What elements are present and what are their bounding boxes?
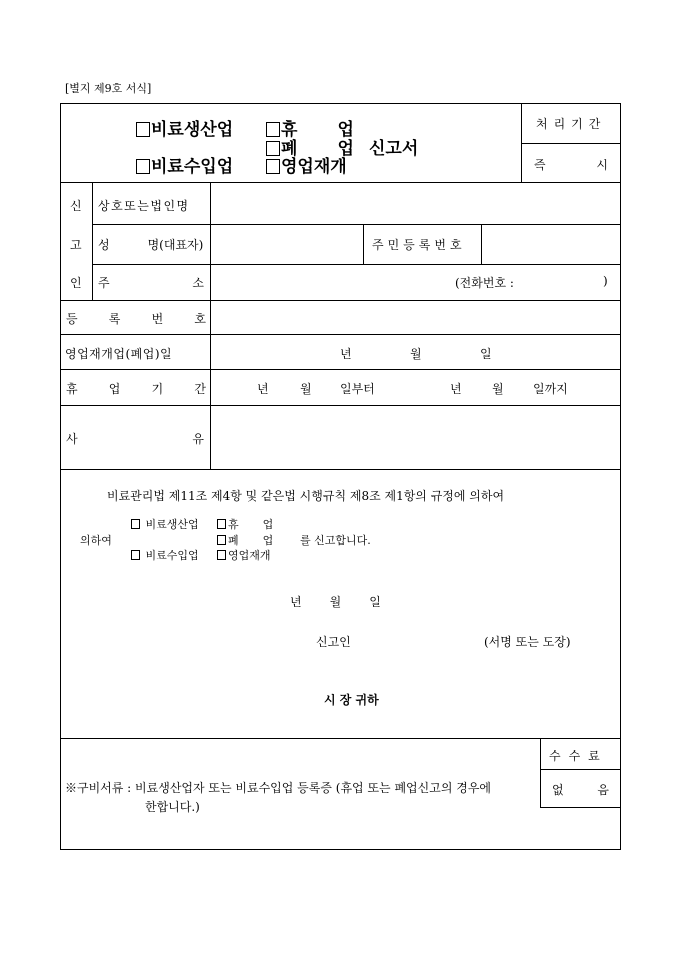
checkbox-icon[interactable] bbox=[136, 122, 150, 137]
declaration-option-rest[interactable]: 휴 업 bbox=[217, 516, 273, 532]
period-to-month: 월 bbox=[492, 382, 504, 396]
period-to-day: 일까지 bbox=[533, 382, 568, 396]
processing-label: 처리기간 bbox=[536, 117, 607, 131]
form-label: [별지 제9호 서식] bbox=[65, 82, 152, 95]
reopen-date-label: 영업재개업(폐업)일 bbox=[65, 347, 173, 361]
documents-line-1: ※구비서류 : 비료생산업자 또는 비료수입업 등록증 (휴업 또는 폐업신고의 경우에 bbox=[65, 781, 492, 795]
title-suffix: 신고서 bbox=[369, 139, 419, 159]
declaration-option-import[interactable]: 비료수입업 bbox=[131, 547, 199, 563]
period-to-year: 년 bbox=[450, 382, 462, 396]
period-from-day: 일부터 bbox=[340, 382, 375, 396]
rest-period-field[interactable] bbox=[212, 380, 619, 400]
name-field[interactable] bbox=[212, 226, 361, 262]
address-field[interactable] bbox=[212, 266, 452, 298]
checkbox-icon[interactable] bbox=[217, 519, 226, 529]
option-reopen[interactable]: 영업재개 bbox=[266, 152, 347, 177]
applicant-side-char-2: 고 bbox=[70, 238, 82, 252]
period-from-year: 년 bbox=[257, 382, 269, 396]
declaration-suffix: 를 신고합니다. bbox=[300, 534, 371, 547]
option-rest[interactable]: 휴 업 bbox=[266, 115, 354, 140]
declaration-prefix: 의하여 bbox=[80, 534, 112, 547]
applicant-side-char-1: 신 bbox=[70, 199, 82, 213]
checkbox-icon[interactable] bbox=[136, 159, 150, 174]
fee-label: 수수료 bbox=[549, 749, 608, 763]
checkbox-icon[interactable] bbox=[131, 550, 140, 560]
reason-label: 사 유 bbox=[66, 432, 204, 446]
addressee: 시 장 귀하 bbox=[324, 693, 379, 707]
fee-value: 없 음 bbox=[552, 783, 609, 797]
name-label: 성 명(대표자) bbox=[98, 238, 204, 252]
phone-label: (전화번호 : bbox=[455, 276, 514, 290]
reopen-day: 일 bbox=[480, 347, 492, 361]
processing-value: 즉 시 bbox=[534, 158, 608, 172]
business-name-label: 상호또는법인명 bbox=[98, 199, 190, 213]
declaration-option-closure[interactable]: 폐 업 bbox=[217, 532, 273, 548]
declaration-date: 년 월 일 bbox=[290, 595, 381, 609]
checkbox-icon[interactable] bbox=[217, 535, 226, 545]
reopen-date-field[interactable] bbox=[212, 345, 619, 365]
registration-number-label: 등 록 번 호 bbox=[66, 312, 206, 326]
period-from-month: 월 bbox=[300, 382, 312, 396]
option-production[interactable]: 비료생산업 bbox=[136, 115, 233, 140]
rest-period-label: 휴 업 기 간 bbox=[66, 382, 206, 396]
address-label: 주 소 bbox=[98, 276, 204, 290]
business-name-field[interactable] bbox=[212, 184, 619, 222]
declaration-option-reopen[interactable]: 영업재개 bbox=[217, 547, 271, 563]
documents-line-2: 한합니다.) bbox=[145, 800, 200, 814]
signature-label: (서명 또는 도장) bbox=[484, 635, 571, 649]
reason-field[interactable] bbox=[212, 407, 619, 467]
resident-number-field[interactable] bbox=[483, 226, 618, 262]
registration-number-field[interactable] bbox=[212, 302, 619, 332]
resident-number-label: 주민등록번호 bbox=[372, 238, 466, 252]
applicant-side-char-3: 인 bbox=[70, 276, 82, 290]
option-import[interactable]: 비료수입업 bbox=[136, 152, 233, 177]
checkbox-icon[interactable] bbox=[131, 519, 140, 529]
checkbox-icon[interactable] bbox=[217, 550, 226, 560]
declaration-statement: 비료관리법 제11조 제4항 및 같은법 시행규칙 제8조 제1항의 규정에 의하여 bbox=[107, 489, 505, 503]
checkbox-icon[interactable] bbox=[266, 159, 280, 174]
phone-close: ) bbox=[603, 274, 608, 288]
reopen-year: 년 bbox=[340, 347, 352, 361]
option-closure[interactable]: 폐 업 bbox=[266, 134, 354, 159]
declaration-option-production[interactable]: 비료생산업 bbox=[131, 516, 199, 532]
applicant-signer-label: 신고인 bbox=[316, 635, 351, 649]
reopen-month: 월 bbox=[410, 347, 422, 361]
